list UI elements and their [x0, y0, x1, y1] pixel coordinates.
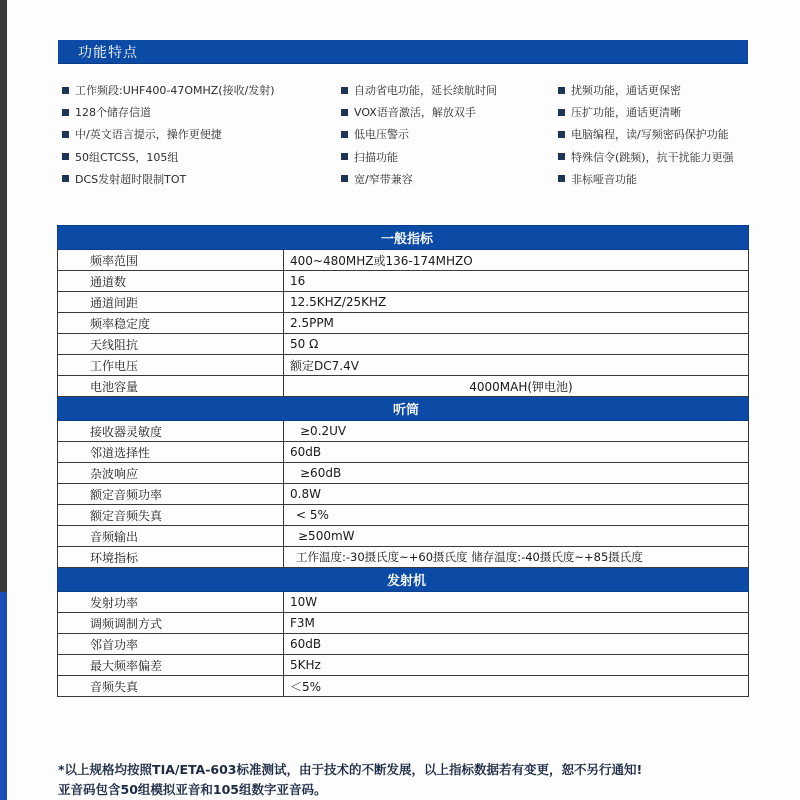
- table-row: 发射功率 10W: [58, 592, 749, 613]
- square-bullet-icon: [341, 175, 348, 182]
- table-row: 邻首功率 60dB: [58, 634, 749, 655]
- feature-item: 扫描功能: [341, 146, 497, 168]
- feature-item: 自动省电功能，延长续航时间: [341, 79, 497, 101]
- spec-section-header-receiver: 听筒: [58, 397, 749, 421]
- table-row: 额定音频失真 < 5%: [58, 505, 749, 526]
- square-bullet-icon: [62, 87, 69, 94]
- square-bullet-icon: [341, 87, 348, 94]
- table-row: 调频调制方式 F3M: [58, 613, 749, 634]
- spec-section-header-general: 一般指标: [58, 226, 749, 250]
- feature-item: 电脑编程，读/写频密码保护功能: [558, 123, 734, 145]
- table-row: 杂波响应 ≥60dB: [58, 463, 749, 484]
- table-row: 电池容量 4000MAH(钾电池): [58, 376, 749, 397]
- table-row: 工作电压 额定DC7.4V: [58, 355, 749, 376]
- table-row: 通道间距 12.5KHZ/25KHZ: [58, 292, 749, 313]
- feature-item: 非标哑音功能: [558, 168, 734, 190]
- table-row: 天线阻抗 50 Ω: [58, 334, 749, 355]
- table-row: 频率范围 400~480MHZ或136-174MHZO: [58, 250, 749, 271]
- features-column-3: [558, 79, 734, 190]
- square-bullet-icon: [558, 175, 565, 182]
- table-row: 音频失真 ＜5%: [58, 676, 749, 697]
- window-edge-strip: [0, 0, 7, 800]
- square-bullet-icon: [62, 131, 69, 138]
- table-row: 频率稳定度 2.5PPM: [58, 313, 749, 334]
- features-section-header: [58, 40, 748, 64]
- features-column-2: [341, 79, 497, 190]
- footnote-line-1: *以上规格均按照TIA/ETA-603标准测试，由于技术的不断发展，以上指标数据若有变更，恕不另行通知!: [58, 762, 643, 777]
- feature-item: DCS发射超时限制TOT: [62, 168, 275, 190]
- table-row: 最大频率偏差 5KHz: [58, 655, 749, 676]
- table-row: 音频输出 ≥500mW: [58, 526, 749, 547]
- square-bullet-icon: [62, 175, 69, 182]
- square-bullet-icon: [558, 131, 565, 138]
- spec-table: [57, 225, 749, 697]
- table-row: 通道数 16: [58, 271, 749, 292]
- table-row: 额定音频功率 0.8W: [58, 484, 749, 505]
- feature-item: 特殊信令(跳频)，抗干扰能力更强: [558, 146, 734, 168]
- table-row: 邻道选择性 60dB: [58, 442, 749, 463]
- feature-item: VOX语音激活，解放双手: [341, 101, 497, 123]
- feature-item: 50组CTCSS，105组: [62, 146, 275, 168]
- spec-section-header-transmitter: 发射机: [58, 568, 749, 592]
- feature-item: 工作频段:UHF400-47OMHZ(接收/发射): [62, 79, 275, 101]
- square-bullet-icon: [341, 153, 348, 160]
- table-row: 环境指标 工作温度:-30摄氏度~+60摄氏度 储存温度:-40摄氏度~+85摄氏度: [58, 547, 749, 568]
- square-bullet-icon: [341, 131, 348, 138]
- features-column-1: [62, 79, 275, 190]
- feature-item: 宽/窄带兼容: [341, 168, 497, 190]
- footnote-line-2: 亚音码包含50组模拟亚音和105组数字亚音码。: [58, 782, 327, 797]
- square-bullet-icon: [558, 109, 565, 116]
- square-bullet-icon: [558, 87, 565, 94]
- table-row: 接收器灵敏度 ≥0.2UV: [58, 421, 749, 442]
- square-bullet-icon: [558, 153, 565, 160]
- feature-item: 中/英文语言提示，操作更便捷: [62, 123, 275, 145]
- square-bullet-icon: [62, 109, 69, 116]
- feature-item: 低电压警示: [341, 123, 497, 145]
- footnote: [58, 760, 798, 800]
- feature-item: 压扩功能，通话更清晰: [558, 101, 734, 123]
- square-bullet-icon: [341, 109, 348, 116]
- features-section-title: 功能特点: [78, 45, 138, 61]
- square-bullet-icon: [62, 153, 69, 160]
- feature-item: 128个储存信道: [62, 101, 275, 123]
- feature-item: 扰频功能，通话更保密: [558, 79, 734, 101]
- features-list: [62, 79, 752, 189]
